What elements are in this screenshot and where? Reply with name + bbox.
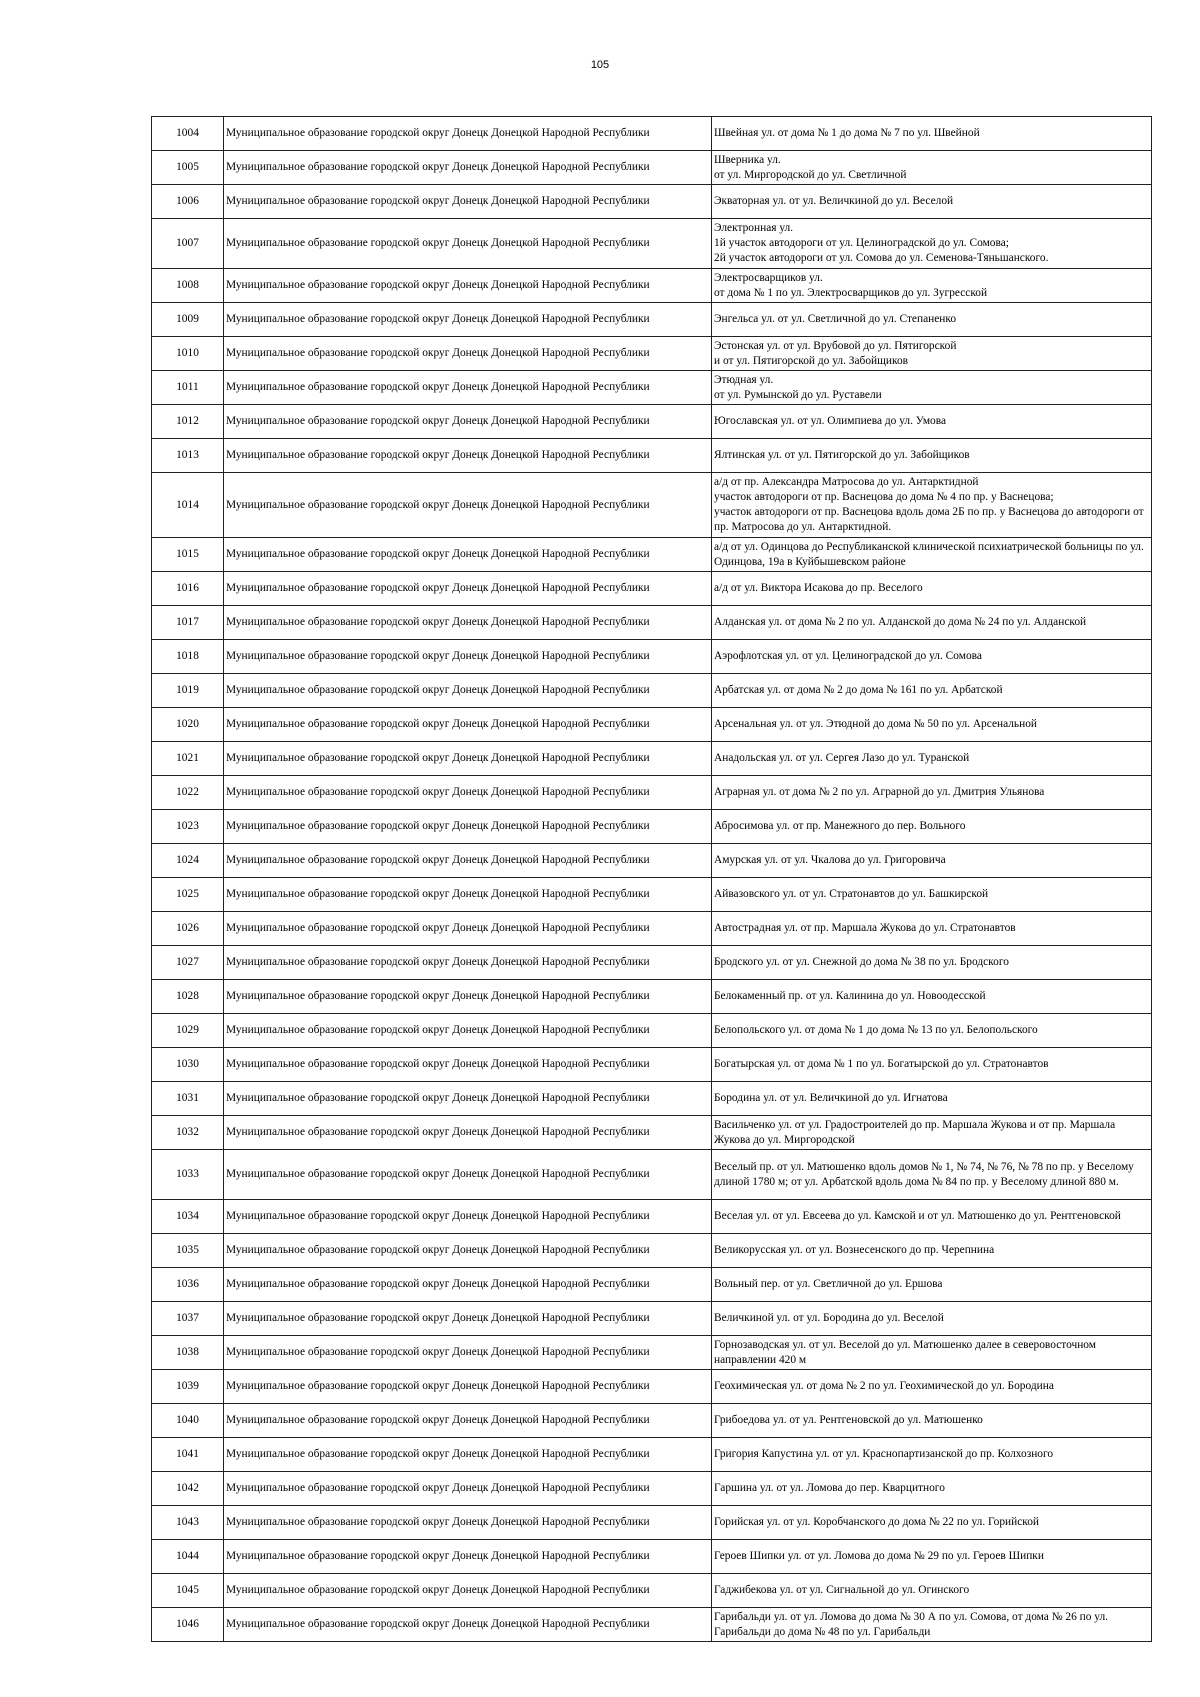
municipality-cell: Муниципальное образование городской округ Донецк Донецкой Народной Республики: [224, 1234, 712, 1268]
table-row: [152, 1048, 1152, 1082]
municipality-cell: Муниципальное образование городской округ Донецк Донецкой Народной Республики: [224, 708, 712, 742]
road-location-cell: Арбатская ул. от дома № 2 до дома № 161 по ул. Арбатской: [712, 674, 1152, 708]
road-location-cell: Веселая ул. от ул. Евсеева до ул. Камской и от ул. Матюшенко до ул. Рентгеновской: [712, 1200, 1152, 1234]
row-number: 1043: [152, 1506, 224, 1540]
road-location-cell: Аэрофлотская ул. от ул. Целиноградской до ул. Сомова: [712, 640, 1152, 674]
row-number: 1024: [152, 844, 224, 878]
table-row: [152, 538, 1152, 572]
municipality-cell: Муниципальное образование городской округ Донецк Донецкой Народной Республики: [224, 1014, 712, 1048]
page-number: 105: [590, 59, 610, 71]
road-location-cell: Ялтинская ул. от ул. Пятигорской до ул. Забойщиков: [712, 439, 1152, 473]
municipality-cell: Муниципальное образование городской округ Донецк Донецкой Народной Республики: [224, 538, 712, 572]
municipality-cell: Муниципальное образование городской округ Донецк Донецкой Народной Республики: [224, 1404, 712, 1438]
municipality-cell: Муниципальное образование городской округ Донецк Донецкой Народной Республики: [224, 1116, 712, 1150]
municipality-cell: Муниципальное образование городской округ Донецк Донецкой Народной Республики: [224, 151, 712, 185]
table-row: [152, 1116, 1152, 1150]
road-location-cell: а/д от ул. Одинцова до Республиканской клинической психиатрической больницы по ул. Одинцова, 19а в Куйбышевском районе: [712, 538, 1152, 572]
municipality-cell: Муниципальное образование городской округ Донецк Донецкой Народной Республики: [224, 1540, 712, 1574]
road-location-cell: Григория Капустина ул. от ул. Краснопартизанской до пр. Колхозного: [712, 1438, 1152, 1472]
municipality-cell: Муниципальное образование городской округ Донецк Донецкой Народной Республики: [224, 946, 712, 980]
table-row: [152, 912, 1152, 946]
road-location-cell: Вольный пер. от ул. Светличной до ул. Ершова: [712, 1268, 1152, 1302]
row-number: 1038: [152, 1336, 224, 1370]
municipality-cell: Муниципальное образование городской округ Донецк Донецкой Народной Республики: [224, 1472, 712, 1506]
row-number: 1045: [152, 1574, 224, 1608]
row-number: 1006: [152, 185, 224, 219]
row-number: 1026: [152, 912, 224, 946]
table-row: [152, 1608, 1152, 1642]
municipality-cell: Муниципальное образование городской округ Донецк Донецкой Народной Республики: [224, 742, 712, 776]
row-number: 1028: [152, 980, 224, 1014]
road-location-cell: Васильченко ул. от ул. Градостроителей до пр. Маршала Жукова и от пр. Маршала Жукова до ул. Миргородской: [712, 1116, 1152, 1150]
table-row: [152, 337, 1152, 371]
table-row: [152, 1472, 1152, 1506]
table-row: [152, 1150, 1152, 1200]
row-number: 1021: [152, 742, 224, 776]
municipality-cell: Муниципальное образование городской округ Донецк Донецкой Народной Республики: [224, 439, 712, 473]
row-number: 1013: [152, 439, 224, 473]
municipality-cell: Муниципальное образование городской округ Донецк Донецкой Народной Республики: [224, 810, 712, 844]
road-location-cell: Автострадная ул. от пр. Маршала Жукова до ул. Стратонавтов: [712, 912, 1152, 946]
road-location-cell: Югославская ул. от ул. Олимпиева до ул. Умова: [712, 405, 1152, 439]
row-number: 1016: [152, 572, 224, 606]
row-number: 1029: [152, 1014, 224, 1048]
table-row: [152, 1574, 1152, 1608]
table-row: [152, 473, 1152, 538]
road-location-cell: а/д от пр. Александра Матросова до ул. Антарктидной участок автодороги от пр. Васнецова до дома № 4 по пр. у Васнецова; участок автодороги от пр. Васнецова вдоль дома 2Б по пр. у Васнецова до автодороги от пр. Матросова до ул. Антарктидной.: [712, 473, 1152, 538]
table-row: [152, 572, 1152, 606]
road-location-cell: Героев Шипки ул. от ул. Ломова до дома № 29 по ул. Героев Шипки: [712, 1540, 1152, 1574]
road-location-cell: Грибоедова ул. от ул. Рентгеновской до ул. Матюшенко: [712, 1404, 1152, 1438]
row-number: 1036: [152, 1268, 224, 1302]
row-number: 1030: [152, 1048, 224, 1082]
table-row: [152, 117, 1152, 151]
row-number: 1022: [152, 776, 224, 810]
table-row: [152, 1506, 1152, 1540]
municipality-cell: Муниципальное образование городской округ Донецк Донецкой Народной Республики: [224, 1438, 712, 1472]
road-location-cell: Амурская ул. от ул. Чкалова до ул. Григоровича: [712, 844, 1152, 878]
row-number: 1032: [152, 1116, 224, 1150]
table-row: [152, 674, 1152, 708]
table-row: [152, 640, 1152, 674]
road-location-cell: Швейная ул. от дома № 1 до дома № 7 по ул. Швейной: [712, 117, 1152, 151]
row-number: 1033: [152, 1150, 224, 1200]
municipality-cell: Муниципальное образование городской округ Донецк Донецкой Народной Республики: [224, 1506, 712, 1540]
table-row: [152, 1200, 1152, 1234]
row-number: 1039: [152, 1370, 224, 1404]
road-location-cell: Эстонская ул. от ул. Врубовой до ул. Пятигорской и от ул. Пятигорской до ул. Забойщиков: [712, 337, 1152, 371]
table-row: [152, 1404, 1152, 1438]
road-location-cell: Анадольская ул. от ул. Сергея Лазо до ул. Туранской: [712, 742, 1152, 776]
table-row: [152, 219, 1152, 269]
municipality-cell: Муниципальное образование городской округ Донецк Донецкой Народной Республики: [224, 572, 712, 606]
row-number: 1009: [152, 303, 224, 337]
road-location-cell: Экваторная ул. от ул. Величкиной до ул. Веселой: [712, 185, 1152, 219]
road-location-cell: а/д от ул. Виктора Исакова до пр. Веселого: [712, 572, 1152, 606]
table-row: [152, 980, 1152, 1014]
municipality-cell: Муниципальное образование городской округ Донецк Донецкой Народной Республики: [224, 980, 712, 1014]
road-location-cell: Белопольского ул. от дома № 1 до дома № 13 по ул. Белопольского: [712, 1014, 1152, 1048]
table-row: [152, 1234, 1152, 1268]
table-row: [152, 946, 1152, 980]
municipality-cell: Муниципальное образование городской округ Донецк Донецкой Народной Республики: [224, 269, 712, 303]
municipality-cell: Муниципальное образование городской округ Донецк Донецкой Народной Республики: [224, 1150, 712, 1200]
table-row: [152, 269, 1152, 303]
municipality-cell: Муниципальное образование городской округ Донецк Донецкой Народной Республики: [224, 1608, 712, 1642]
road-location-cell: Белокаменный пр. от ул. Калинина до ул. Новоодесской: [712, 980, 1152, 1014]
row-number: 1020: [152, 708, 224, 742]
row-number: 1015: [152, 538, 224, 572]
row-number: 1012: [152, 405, 224, 439]
table-row: [152, 878, 1152, 912]
road-location-cell: Геохимическая ул. от дома № 2 по ул. Геохимической до ул. Бородина: [712, 1370, 1152, 1404]
road-location-cell: Электронная ул. 1й участок автодороги от ул. Целиноградской до ул. Сомова; 2й участок автодороги от ул. Сомова до ул. Семенова-Тяньшанского.: [712, 219, 1152, 269]
road-location-cell: Веселый пр. от ул. Матюшенко вдоль домов № 1, № 74, № 76, № 78 по пр. у Веселому длиной 1780 м; от ул. Арбатской вдоль дома № 84 по пр. у Веселому длиной 880 м.: [712, 1150, 1152, 1200]
row-number: 1010: [152, 337, 224, 371]
table-row: [152, 606, 1152, 640]
municipality-cell: Муниципальное образование городской округ Донецк Донецкой Народной Республики: [224, 1082, 712, 1116]
road-location-cell: Гаршина ул. от ул. Ломова до пер. Кварцитного: [712, 1472, 1152, 1506]
municipality-cell: Муниципальное образование городской округ Донецк Донецкой Народной Республики: [224, 1268, 712, 1302]
municipality-cell: Муниципальное образование городской округ Донецк Донецкой Народной Республики: [224, 912, 712, 946]
road-location-cell: Электросварщиков ул. от дома № 1 по ул. Электросварщиков до ул. Зугресской: [712, 269, 1152, 303]
road-location-cell: Богатырская ул. от дома № 1 по ул. Богатырской до ул. Стратонавтов: [712, 1048, 1152, 1082]
row-number: 1040: [152, 1404, 224, 1438]
table-row: [152, 1370, 1152, 1404]
municipality-cell: Муниципальное образование городской округ Донецк Донецкой Народной Республики: [224, 1336, 712, 1370]
road-location-cell: Этюдная ул. от ул. Румынской до ул. Руставели: [712, 371, 1152, 405]
row-number: 1034: [152, 1200, 224, 1234]
row-number: 1019: [152, 674, 224, 708]
row-number: 1005: [152, 151, 224, 185]
municipality-cell: Муниципальное образование городской округ Донецк Донецкой Народной Республики: [224, 371, 712, 405]
row-number: 1011: [152, 371, 224, 405]
table-row: [152, 708, 1152, 742]
row-number: 1041: [152, 1438, 224, 1472]
road-location-cell: Величкиной ул. от ул. Бородина до ул. Веселой: [712, 1302, 1152, 1336]
row-number: 1014: [152, 473, 224, 538]
row-number: 1037: [152, 1302, 224, 1336]
table-row: [152, 151, 1152, 185]
table-row: [152, 1302, 1152, 1336]
road-location-cell: Арсенальная ул. от ул. Этюдной до дома № 50 по ул. Арсенальной: [712, 708, 1152, 742]
row-number: 1008: [152, 269, 224, 303]
municipality-cell: Муниципальное образование городской округ Донецк Донецкой Народной Республики: [224, 878, 712, 912]
roads-table-body: [152, 117, 1152, 1642]
table-row: [152, 1540, 1152, 1574]
municipality-cell: Муниципальное образование городской округ Донецк Донецкой Народной Республики: [224, 1302, 712, 1336]
municipality-cell: Муниципальное образование городской округ Донецк Донецкой Народной Республики: [224, 844, 712, 878]
municipality-cell: Муниципальное образование городской округ Донецк Донецкой Народной Республики: [224, 776, 712, 810]
table-row: [152, 776, 1152, 810]
road-location-cell: Великорусская ул. от ул. Вознесенского до пр. Черепнина: [712, 1234, 1152, 1268]
row-number: 1025: [152, 878, 224, 912]
road-location-cell: Горнозаводская ул. от ул. Веселой до ул. Матюшенко далее в северовосточном направлении 420 м: [712, 1336, 1152, 1370]
row-number: 1046: [152, 1608, 224, 1642]
road-location-cell: Бродского ул. от ул. Снежной до дома № 38 по ул. Бродского: [712, 946, 1152, 980]
row-number: 1023: [152, 810, 224, 844]
municipality-cell: Муниципальное образование городской округ Донецк Донецкой Народной Республики: [224, 117, 712, 151]
municipality-cell: Муниципальное образование городской округ Донецк Донецкой Народной Республики: [224, 1200, 712, 1234]
table-row: [152, 371, 1152, 405]
road-location-cell: Гаджибекова ул. от ул. Сигнальной до ул. Огинского: [712, 1574, 1152, 1608]
row-number: 1042: [152, 1472, 224, 1506]
municipality-cell: Муниципальное образование городской округ Донецк Донецкой Народной Республики: [224, 337, 712, 371]
table-row: [152, 1014, 1152, 1048]
road-location-cell: Шверника ул. от ул. Миргородской до ул. Светличной: [712, 151, 1152, 185]
table-row: [152, 1082, 1152, 1116]
roads-table: [151, 116, 1152, 1642]
row-number: 1035: [152, 1234, 224, 1268]
road-location-cell: Горийская ул. от ул. Коробчанского до дома № 22 по ул. Горийской: [712, 1506, 1152, 1540]
row-number: 1031: [152, 1082, 224, 1116]
municipality-cell: Муниципальное образование городской округ Донецк Донецкой Народной Республики: [224, 674, 712, 708]
table-row: [152, 1336, 1152, 1370]
table-row: [152, 405, 1152, 439]
road-location-cell: Аграрная ул. от дома № 2 по ул. Аграрной до ул. Дмитрия Ульянова: [712, 776, 1152, 810]
row-number: 1027: [152, 946, 224, 980]
table-row: [152, 1438, 1152, 1472]
table-row: [152, 303, 1152, 337]
row-number: 1017: [152, 606, 224, 640]
municipality-cell: Муниципальное образование городской округ Донецк Донецкой Народной Республики: [224, 1574, 712, 1608]
row-number: 1044: [152, 1540, 224, 1574]
road-location-cell: Алданская ул. от дома № 2 по ул. Алданской до дома № 24 по ул. Алданской: [712, 606, 1152, 640]
table-row: [152, 810, 1152, 844]
road-location-cell: Айвазовского ул. от ул. Стратонавтов до ул. Башкирской: [712, 878, 1152, 912]
row-number: 1018: [152, 640, 224, 674]
table-row: [152, 844, 1152, 878]
municipality-cell: Муниципальное образование городской округ Донецк Донецкой Народной Республики: [224, 473, 712, 538]
table-row: [152, 439, 1152, 473]
municipality-cell: Муниципальное образование городской округ Донецк Донецкой Народной Республики: [224, 640, 712, 674]
road-location-cell: Абросимова ул. от пр. Манежного до пер. Вольного: [712, 810, 1152, 844]
municipality-cell: Муниципальное образование городской округ Донецк Донецкой Народной Республики: [224, 303, 712, 337]
table-row: [152, 185, 1152, 219]
municipality-cell: Муниципальное образование городской округ Донецк Донецкой Народной Республики: [224, 1370, 712, 1404]
municipality-cell: Муниципальное образование городской округ Донецк Донецкой Народной Республики: [224, 185, 712, 219]
municipality-cell: Муниципальное образование городской округ Донецк Донецкой Народной Республики: [224, 1048, 712, 1082]
table-row: [152, 742, 1152, 776]
municipality-cell: Муниципальное образование городской округ Донецк Донецкой Народной Республики: [224, 606, 712, 640]
row-number: 1007: [152, 219, 224, 269]
municipality-cell: Муниципальное образование городской округ Донецк Донецкой Народной Республики: [224, 405, 712, 439]
road-location-cell: Гарибальди ул. от ул. Ломова до дома № 30 А по ул. Сомова, от дома № 26 по ул. Гарибальди до дома № 48 по ул. Гарибальди: [712, 1608, 1152, 1642]
road-location-cell: Энгельса ул. от ул. Светличной до ул. Степаненко: [712, 303, 1152, 337]
row-number: 1004: [152, 117, 224, 151]
road-location-cell: Бородина ул. от ул. Величкиной до ул. Игнатова: [712, 1082, 1152, 1116]
table-row: [152, 1268, 1152, 1302]
municipality-cell: Муниципальное образование городской округ Донецк Донецкой Народной Республики: [224, 219, 712, 269]
